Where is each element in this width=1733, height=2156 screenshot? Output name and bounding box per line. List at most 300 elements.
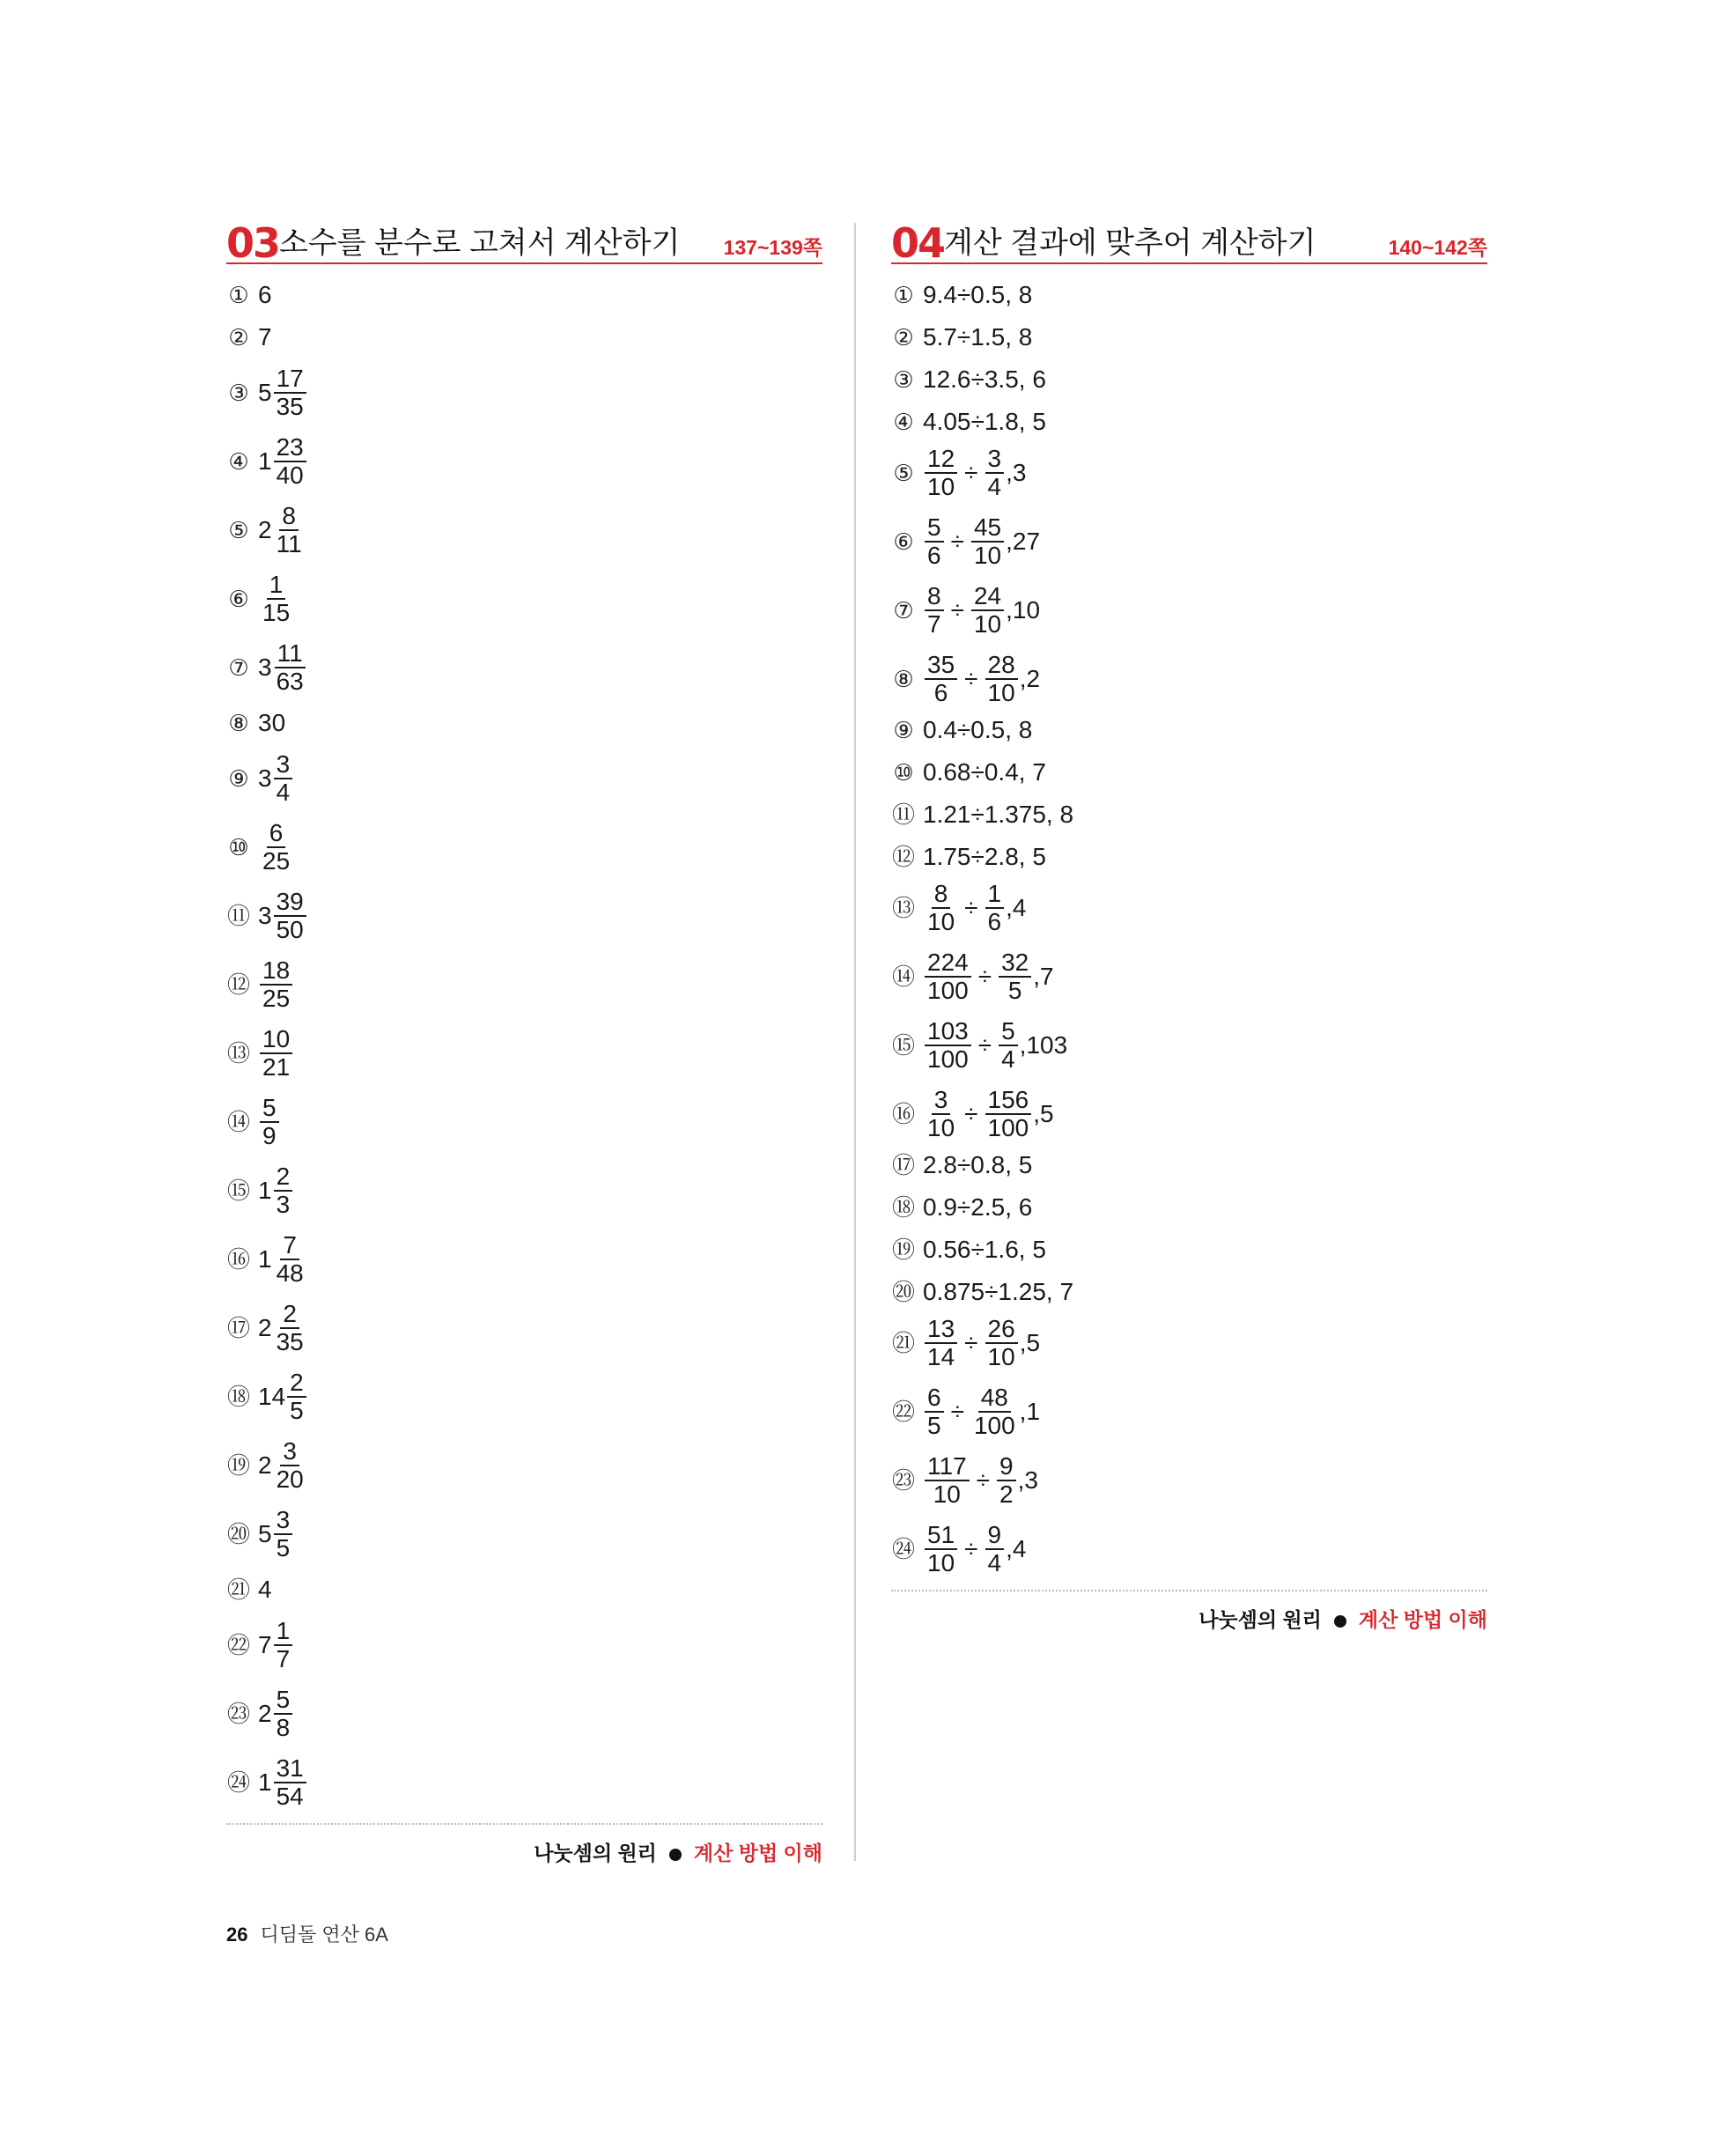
item-number: ⑪	[891, 801, 915, 828]
denominator: 6	[933, 679, 948, 706]
fraction	[985, 1522, 1005, 1576]
quotient: 5	[1026, 1329, 1041, 1356]
numerator: 39	[274, 889, 306, 917]
fraction	[985, 652, 1018, 706]
denominator: 100	[927, 1045, 969, 1073]
fraction	[971, 514, 1004, 569]
fraction	[999, 949, 1031, 1004]
quotient: 3	[1024, 1466, 1038, 1494]
item-number: ⑦	[228, 654, 249, 681]
numerator: 103	[925, 1018, 971, 1046]
comma: ,	[1019, 1031, 1027, 1059]
numerator: 10	[260, 1026, 292, 1054]
division-sign: ÷	[964, 1329, 978, 1356]
section-pages: 137~139쪽	[723, 236, 822, 259]
fraction	[274, 1232, 306, 1287]
answer-item	[226, 1755, 308, 1810]
numerator: 224	[925, 949, 971, 978]
division-sign: ÷	[964, 894, 978, 921]
numerator: 51	[925, 1522, 957, 1550]
quotient: 27	[1012, 528, 1041, 555]
fraction	[260, 572, 292, 626]
denominator: 4	[1001, 1045, 1015, 1073]
denominator: 4	[987, 473, 1002, 500]
answer-text: 0.9÷2.5, 6	[923, 1193, 1033, 1221]
numerator: 12	[925, 446, 957, 474]
answer-item	[891, 365, 1046, 394]
answer-item	[891, 583, 1040, 638]
fraction	[274, 1755, 306, 1810]
denominator: 10	[933, 1480, 961, 1508]
numerator: 6	[267, 820, 286, 848]
item-number: ⑰	[226, 1315, 250, 1341]
denominator: 5	[927, 1412, 941, 1439]
section-number: 04	[891, 219, 945, 267]
fraction	[925, 1453, 970, 1508]
numerator: 5	[925, 514, 944, 543]
numerator: 3	[274, 1507, 293, 1535]
denominator: 63	[276, 668, 304, 695]
answer-item	[891, 1018, 1067, 1073]
answer-item	[226, 1576, 272, 1604]
fraction	[287, 1370, 306, 1424]
item-number: ㉔	[891, 1536, 915, 1562]
item-number: ⑩	[228, 834, 249, 860]
answer-item	[891, 281, 1032, 309]
item-number: ⑨	[893, 717, 914, 743]
denominator: 48	[276, 1259, 304, 1287]
item-number: ㉒	[891, 1399, 915, 1425]
division-sign: ÷	[964, 1100, 978, 1127]
answer-text: 12.6÷3.5, 6	[923, 365, 1046, 393]
denominator: 15	[262, 599, 291, 626]
denominator: 7	[927, 610, 941, 638]
item-number: ⑲	[891, 1237, 915, 1263]
footer-topic: 나눗셈의 원리	[1198, 1608, 1322, 1631]
fraction	[999, 1018, 1018, 1073]
bullet-icon	[1334, 1615, 1346, 1628]
item-number: ㉑	[891, 1330, 915, 1356]
numerator: 3	[274, 751, 293, 779]
fraction	[985, 446, 1005, 500]
whole-part: 3	[258, 902, 272, 929]
answer-text: 9.4÷0.5, 8	[923, 281, 1033, 308]
comma: ,	[1019, 1329, 1027, 1356]
answer-item	[891, 446, 1026, 500]
fraction	[260, 820, 292, 875]
numerator: 117	[925, 1453, 970, 1481]
answer-item	[891, 801, 1073, 829]
numerator: 1	[274, 1618, 293, 1646]
fraction	[925, 652, 957, 706]
answer-item	[226, 281, 272, 309]
item-number: ①	[228, 282, 249, 308]
fraction	[274, 640, 306, 695]
book-title: 디딤돌 연산 6A	[260, 1923, 388, 1946]
fraction	[274, 889, 306, 943]
section-title: 소수를 분수로 고쳐서 계산하기	[279, 226, 681, 260]
fraction	[274, 1438, 306, 1493]
numerator: 28	[985, 652, 1018, 680]
denominator: 4	[987, 1549, 1002, 1576]
answer-text: 1.21÷1.375, 8	[923, 801, 1074, 828]
denominator: 8	[276, 1714, 291, 1741]
division-sign: ÷	[950, 596, 964, 624]
quotient: 4	[1012, 894, 1027, 921]
footer-skill: 계산 방법 이해	[1358, 1608, 1487, 1631]
item-number: ②	[228, 324, 249, 351]
numerator: 2	[280, 1301, 299, 1329]
fraction	[274, 1163, 293, 1218]
whole-part: 1	[258, 1768, 272, 1796]
item-number: ⑨	[228, 765, 249, 792]
division-sign: ÷	[964, 1535, 978, 1562]
item-number: ⑲	[226, 1452, 250, 1479]
numerator: 31	[274, 1755, 306, 1783]
denominator: 54	[276, 1783, 304, 1810]
section-number: 03	[226, 219, 280, 267]
numerator: 1	[985, 881, 1005, 909]
denominator: 5	[276, 1534, 291, 1562]
item-number: ⑤	[228, 517, 249, 543]
answer-item	[226, 323, 272, 351]
fraction	[274, 1618, 293, 1672]
denominator: 25	[262, 985, 291, 1012]
section-pages: 140~142쪽	[1388, 236, 1487, 259]
comma: ,	[1006, 528, 1013, 555]
numerator: 13	[925, 1316, 957, 1344]
section-title: 계산 결과에 맞추어 계산하기	[944, 226, 1316, 260]
answer-text: 4.05÷1.8, 5	[923, 408, 1046, 435]
numerator: 18	[260, 957, 292, 986]
item-number: ③	[893, 366, 914, 393]
answer-item	[891, 323, 1032, 351]
item-number: ㉔	[226, 1769, 250, 1796]
section-04	[891, 219, 1487, 1631]
comma: ,	[1019, 1398, 1027, 1425]
denominator: 10	[987, 679, 1015, 706]
item-number: ⑪	[226, 903, 250, 929]
fraction	[274, 503, 305, 557]
item-number: ④	[893, 409, 914, 435]
item-number: ㉒	[226, 1632, 250, 1658]
quotient: 7	[1040, 963, 1054, 990]
whole-part: 30	[258, 709, 286, 736]
numerator: 5	[274, 1687, 293, 1715]
quotient: 2	[1026, 665, 1041, 692]
fraction	[925, 1522, 957, 1576]
answer-item	[226, 434, 308, 489]
answer-text: 0.4÷0.5, 8	[923, 716, 1033, 743]
item-number: ⑧	[228, 710, 249, 736]
denominator: 10	[927, 1549, 955, 1576]
fraction	[274, 365, 306, 420]
item-number: ⑳	[891, 1279, 915, 1305]
whole-part: 2	[258, 1314, 272, 1341]
whole-part: 2	[258, 1451, 272, 1479]
fraction	[925, 583, 944, 638]
answer-text: 0.68÷0.4, 7	[923, 758, 1046, 786]
answer-item	[891, 1236, 1046, 1264]
fraction	[971, 1384, 1018, 1439]
fraction	[260, 1026, 292, 1081]
denominator: 14	[927, 1343, 955, 1370]
numerator: 32	[999, 949, 1031, 978]
comma: ,	[1006, 596, 1013, 624]
fraction	[925, 881, 957, 935]
denominator: 10	[987, 1343, 1015, 1370]
quotient: 10	[1012, 596, 1041, 624]
denominator: 20	[276, 1466, 304, 1493]
item-number: ⑤	[893, 460, 914, 486]
denominator: 100	[927, 977, 969, 1004]
comma: ,	[1033, 1100, 1041, 1127]
answer-item	[891, 716, 1032, 744]
whole-part: 1	[258, 1177, 272, 1204]
denominator: 50	[276, 916, 304, 943]
denominator: 10	[927, 1114, 955, 1141]
fraction	[997, 1453, 1016, 1508]
denominator: 25	[262, 847, 291, 875]
denominator: 35	[276, 1328, 304, 1355]
numerator: 17	[274, 365, 306, 394]
fraction	[925, 1018, 971, 1073]
fraction	[274, 1687, 293, 1741]
fraction	[260, 1095, 279, 1149]
fraction	[925, 1316, 957, 1370]
numerator: 2	[274, 1163, 293, 1192]
denominator: 6	[927, 542, 941, 569]
answer-item	[891, 1278, 1073, 1306]
answer-item	[226, 1618, 294, 1672]
item-number: ⑧	[893, 666, 914, 692]
answer-text: 2.8÷0.8, 5	[923, 1151, 1033, 1178]
numerator: 3	[985, 446, 1005, 474]
item-number: ⑫	[891, 844, 915, 870]
answer-item	[226, 820, 294, 875]
numerator: 9	[985, 1522, 1005, 1550]
answer-item	[226, 889, 308, 943]
fraction	[985, 1087, 1032, 1141]
answer-item	[226, 640, 308, 695]
item-number: ⑦	[893, 597, 914, 624]
numerator: 9	[997, 1453, 1016, 1481]
answer-item	[226, 1687, 294, 1741]
denominator: 6	[987, 908, 1002, 935]
answer-text: 0.56÷1.6, 5	[923, 1236, 1046, 1263]
answer-item	[891, 652, 1040, 706]
fraction	[985, 1316, 1018, 1370]
quotient: 3	[1012, 459, 1027, 486]
comma: ,	[1033, 963, 1041, 990]
numerator: 35	[925, 652, 957, 680]
comma: ,	[1006, 1535, 1013, 1562]
fraction	[274, 434, 306, 489]
item-number: ⑥	[893, 528, 914, 555]
fraction	[925, 514, 944, 569]
section-footer	[226, 1823, 822, 1864]
division-sign: ÷	[950, 1398, 964, 1425]
whole-part: 4	[258, 1576, 272, 1603]
numerator: 8	[932, 881, 951, 909]
answer-item	[891, 1087, 1054, 1141]
whole-part: 3	[258, 653, 272, 681]
item-number: ③	[228, 380, 249, 406]
answer-text: 0.875÷1.25, 7	[923, 1278, 1074, 1305]
fraction	[985, 881, 1005, 935]
item-number: ②	[893, 324, 914, 351]
fraction	[274, 751, 293, 806]
denominator: 100	[973, 1412, 1015, 1439]
answer-item	[226, 1301, 308, 1355]
bullet-icon	[669, 1849, 682, 1861]
item-number: ⑬	[226, 1040, 250, 1067]
denominator: 10	[927, 473, 955, 500]
item-number: ⑱	[226, 1384, 250, 1410]
denominator: 10	[973, 610, 1002, 638]
answer-item	[226, 1095, 281, 1149]
numerator: 1	[267, 572, 286, 600]
answer-item	[226, 1163, 294, 1218]
fraction	[274, 1507, 293, 1562]
fraction	[925, 1384, 944, 1439]
answer-item	[226, 957, 294, 1012]
answer-item	[891, 881, 1026, 935]
answer-item	[226, 1507, 294, 1562]
item-number: ④	[228, 448, 249, 475]
denominator: 21	[262, 1053, 291, 1081]
section-header	[891, 219, 1487, 267]
whole-part: 14	[258, 1383, 286, 1410]
answer-item	[226, 365, 308, 420]
page-number: 26	[226, 1923, 248, 1946]
division-sign: ÷	[950, 528, 964, 555]
whole-part: 1	[258, 447, 272, 475]
footer-skill: 계산 방법 이해	[693, 1842, 822, 1864]
item-number: ⑯	[891, 1101, 915, 1127]
fraction	[971, 583, 1004, 638]
numerator: 3	[932, 1087, 951, 1115]
item-number: ⑳	[226, 1521, 250, 1547]
whole-part: 6	[258, 281, 272, 308]
numerator: 156	[985, 1087, 1032, 1115]
answer-item	[226, 1232, 308, 1287]
item-number: ⑩	[893, 759, 914, 786]
fraction	[274, 1301, 306, 1355]
denominator: 10	[973, 542, 1002, 569]
quotient: 4	[1012, 1535, 1027, 1562]
answer-item	[891, 1316, 1040, 1370]
numerator: 5	[260, 1095, 279, 1123]
fraction	[925, 446, 957, 500]
numerator: 45	[971, 514, 1004, 543]
answer-item	[226, 503, 306, 557]
whole-part: 3	[258, 764, 272, 792]
item-number: ⑭	[891, 964, 915, 990]
quotient: 5	[1040, 1100, 1054, 1127]
quotient: 1	[1026, 1398, 1041, 1425]
numerator: 23	[274, 434, 306, 462]
denominator: 4	[276, 779, 291, 806]
answer-item	[891, 1522, 1026, 1576]
answer-item	[891, 1151, 1032, 1179]
answer-text: 1.75÷2.8, 5	[923, 843, 1046, 870]
section-03	[226, 219, 822, 1864]
denominator: 2	[999, 1480, 1014, 1508]
fraction	[925, 1087, 957, 1141]
whole-part: 7	[258, 1631, 272, 1658]
answer-item	[891, 1193, 1032, 1222]
whole-part: 5	[258, 379, 272, 406]
numerator: 8	[925, 583, 944, 611]
column-divider	[854, 223, 856, 1861]
division-sign: ÷	[964, 665, 978, 692]
denominator: 11	[276, 530, 302, 557]
item-number: ⑯	[226, 1246, 250, 1273]
numerator: 5	[999, 1018, 1018, 1046]
denominator: 9	[262, 1122, 277, 1149]
section-header	[226, 219, 822, 267]
quotient: 103	[1026, 1031, 1068, 1059]
numerator: 26	[985, 1316, 1018, 1344]
division-sign: ÷	[976, 1466, 991, 1494]
answer-item	[226, 709, 285, 737]
numerator: 8	[279, 503, 299, 531]
answer-item	[891, 949, 1054, 1004]
item-number: ㉓	[226, 1701, 250, 1727]
denominator: 7	[276, 1645, 291, 1672]
answer-item	[226, 751, 294, 806]
item-number: ①	[893, 282, 914, 308]
answer-item	[226, 1370, 308, 1424]
denominator: 5	[290, 1397, 304, 1424]
denominator: 3	[276, 1191, 291, 1218]
numerator: 6	[925, 1384, 944, 1413]
denominator: 5	[1007, 977, 1022, 1004]
item-number: ⑫	[226, 971, 250, 998]
item-number: ⑥	[228, 586, 249, 612]
answer-item	[891, 843, 1046, 871]
whole-part: 1	[258, 1245, 272, 1273]
denominator: 40	[276, 461, 304, 489]
whole-part: 7	[258, 323, 272, 351]
denominator: 35	[276, 393, 304, 420]
numerator: 48	[978, 1384, 1011, 1413]
item-number: ㉑	[226, 1576, 250, 1603]
answer-item	[226, 1026, 294, 1081]
comma: ,	[1006, 459, 1013, 486]
answer-item	[891, 1453, 1038, 1508]
numerator: 7	[280, 1232, 299, 1260]
item-number: ⑬	[891, 895, 915, 921]
section-footer	[891, 1590, 1487, 1631]
item-number: ⑮	[891, 1032, 915, 1059]
fraction	[260, 957, 292, 1012]
comma: ,	[1017, 1466, 1025, 1494]
division-sign: ÷	[977, 963, 992, 990]
answer-text: 5.7÷1.5, 8	[923, 323, 1033, 351]
answer-item	[891, 408, 1046, 436]
numerator: 24	[971, 583, 1004, 611]
answer-item	[226, 572, 294, 626]
answer-item	[226, 1438, 308, 1493]
numerator: 3	[280, 1438, 299, 1466]
answer-item	[891, 1384, 1040, 1439]
footer-topic: 나눗셈의 원리	[534, 1842, 657, 1864]
item-number: ⑱	[891, 1194, 915, 1221]
comma: ,	[1006, 894, 1013, 921]
page-footer	[226, 1920, 388, 1947]
